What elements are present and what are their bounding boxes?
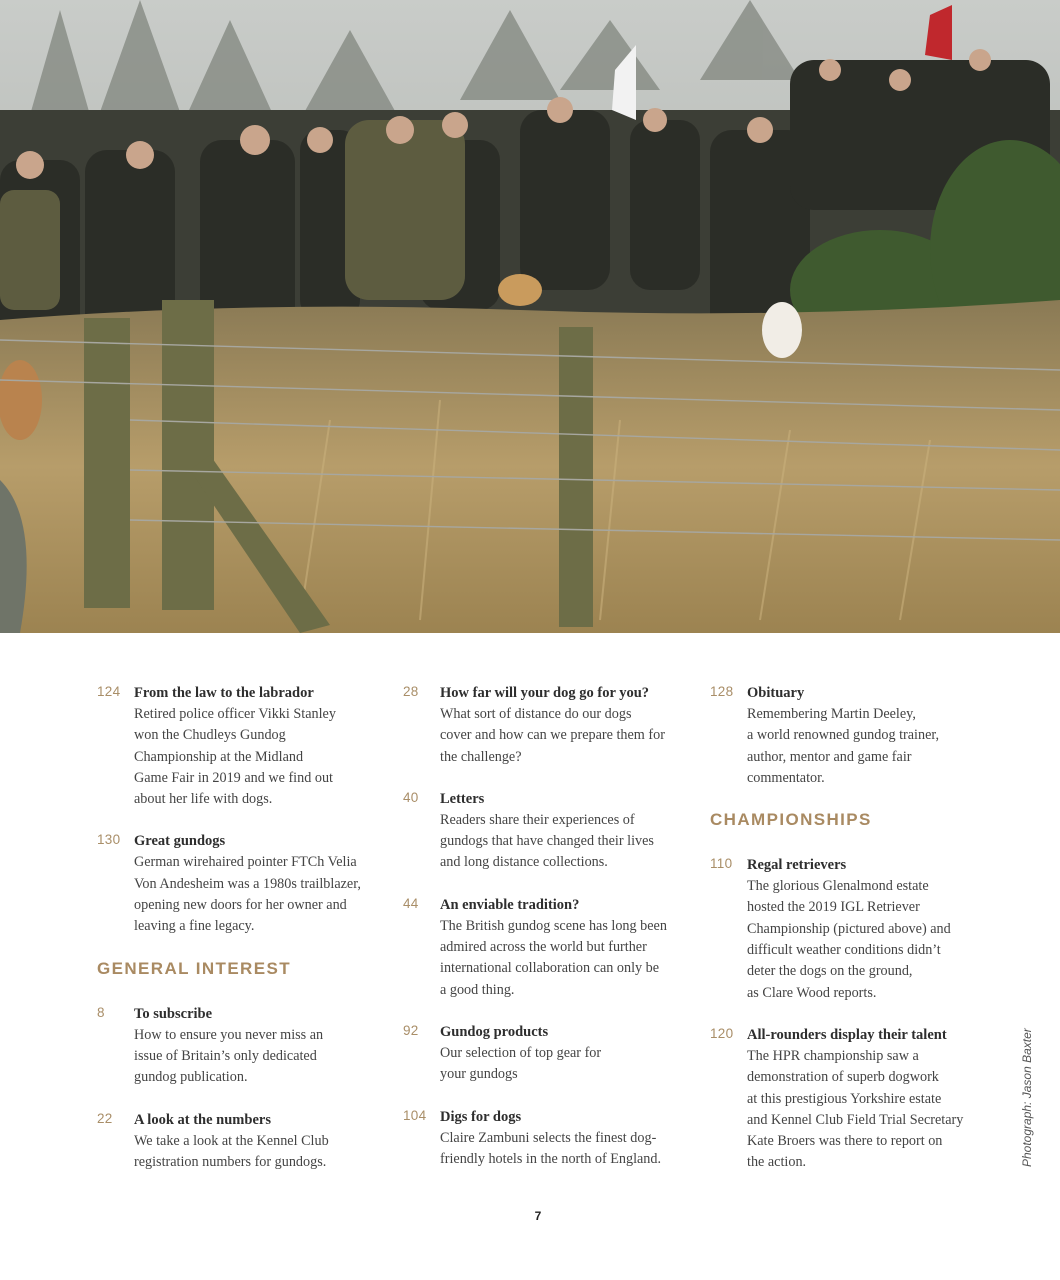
entry-description-line: difficult weather conditions didn’t — [747, 942, 941, 959]
contents-entry[interactable] — [710, 1025, 995, 1174]
page-ref-number: 28 — [403, 684, 419, 699]
entry-title: From the law to the labrador — [134, 685, 314, 701]
entry-description-line: a good thing. — [440, 981, 515, 998]
entry-title: All-rounders display their talent — [747, 1026, 947, 1043]
page-number: 7 — [534, 1209, 542, 1223]
hero-photo — [0, 0, 1060, 633]
entry-description-line: We take a look at the Kennel Club — [134, 1132, 329, 1149]
entry-description-line: friendly hotels in the north of England. — [440, 1150, 662, 1167]
entry-description-line: as Clare Wood reports. — [747, 984, 877, 1001]
contents-column-1 — [97, 683, 382, 1194]
entry-description-line: Readers share their experiences of — [440, 811, 635, 828]
page-ref-number: 92 — [403, 1022, 419, 1038]
entry-description-line: Championship at the Midland — [134, 748, 304, 765]
contents-entry[interactable] — [403, 1107, 688, 1171]
entry-description-line: leaving a fine legacy. — [134, 918, 255, 935]
contents-entry[interactable] — [710, 683, 995, 789]
entry-description-line: the challenge? — [440, 748, 522, 765]
entry-description-line: Remembering Martin Deeley, — [747, 706, 916, 722]
entry-description-line: and Kennel Club Field Trial Secretary — [747, 1111, 964, 1128]
section-heading: CHAMPIONSHIPS — [710, 810, 872, 830]
entry-description-line: admired across the world but further — [440, 939, 647, 956]
entry-title: Obituary — [747, 685, 805, 701]
contents-column-3 — [710, 683, 995, 1195]
page-ref-number: 110 — [710, 856, 733, 872]
page-ref-number: 128 — [710, 684, 734, 699]
entry-description-line: the action. — [747, 1154, 807, 1171]
entry-description-line: demonstration of superb dogwork — [747, 1069, 939, 1086]
entry-title: Letters — [440, 790, 485, 807]
entry-description-line: cover and how can we prepare them for — [440, 727, 665, 744]
entry-description-line: your gundogs — [440, 1066, 518, 1083]
contents-entry[interactable] — [403, 683, 688, 768]
entry-description-line: gundog publication. — [134, 1069, 248, 1086]
entry-title: To subscribe — [134, 1005, 213, 1022]
entry-description-line: opening new doors for her owner and — [134, 897, 347, 914]
entry-title: Gundog products — [440, 1023, 549, 1040]
entry-description-line: won the Chudleys Gundog — [134, 727, 286, 744]
entry-title: An enviable tradition? — [440, 896, 580, 913]
entry-description-line: at this prestigious Yorkshire estate — [747, 1090, 942, 1107]
page-ref-number: 22 — [97, 1110, 113, 1126]
section-heading: GENERAL INTEREST — [97, 958, 291, 978]
entry-title: Digs for dogs — [440, 1108, 522, 1125]
entry-description-line: and long distance collections. — [440, 854, 608, 871]
contents-entry[interactable] — [403, 1022, 688, 1086]
entry-description-line: Von Andesheim was a 1980s trailblazer, — [134, 875, 361, 892]
entry-description-line: Kate Broers was there to report on — [747, 1133, 943, 1150]
entry-description-line: hosted the 2019 IGL Retriever — [747, 899, 920, 916]
photo-credit: Photograph: Jason Baxter — [1020, 1028, 1034, 1167]
entry-description-line: deter the dogs on the ground, — [747, 963, 913, 980]
entry-description-line: How to ensure you never miss an — [134, 1026, 324, 1043]
contents-entry[interactable] — [710, 855, 995, 1004]
entry-description-line: Claire Zambuni selects the finest dog- — [440, 1129, 657, 1146]
page-ref-number: 40 — [403, 789, 419, 805]
entry-title: How far will your dog go for you? — [440, 685, 650, 701]
entry-description-line: about her life with dogs. — [134, 791, 273, 808]
page-ref-number: 120 — [710, 1025, 734, 1041]
entry-description-line: What sort of distance do our dogs — [440, 706, 632, 722]
entry-title: A look at the numbers — [134, 1111, 271, 1128]
entry-description-line: international collaboration can only be — [440, 960, 660, 977]
entry-description-line: Retired police officer Vikki Stanley — [134, 706, 336, 722]
entry-description-line: Championship (pictured above) and — [747, 920, 951, 937]
page-ref-number: 44 — [403, 895, 419, 911]
entry-description-line: The glorious Glenalmond estate — [747, 878, 929, 895]
contents-entry[interactable] — [97, 831, 382, 937]
contents-entry[interactable] — [97, 683, 382, 810]
entry-title: Regal retrievers — [747, 857, 847, 874]
entry-description-line: The British gundog scene has long been — [440, 917, 667, 934]
contents-entry[interactable] — [97, 1004, 382, 1089]
entry-description-line: gundogs that have changed their lives — [440, 833, 654, 850]
contents-entry[interactable] — [403, 789, 688, 874]
entry-description-line: a world renowned gundog trainer, — [747, 727, 940, 744]
entry-description-line: author, mentor and game fair — [747, 748, 912, 765]
entry-description-line: German wirehaired pointer FTCh Velia — [134, 854, 357, 871]
page-ref-number: 130 — [97, 832, 121, 848]
entry-description-line: Our selection of top gear for — [440, 1044, 602, 1061]
entry-title: Great gundogs — [134, 833, 226, 850]
page-ref-number: 124 — [97, 684, 121, 699]
contents-column-2 — [403, 683, 688, 1191]
entry-description-line: Game Fair in 2019 and we find out — [134, 769, 333, 786]
entry-description-line: issue of Britain’s only dedicated — [134, 1047, 317, 1064]
contents-entry[interactable] — [97, 1110, 382, 1174]
photo-crowd-moor-fence-icon — [0, 0, 1060, 633]
entry-description-line: The HPR championship saw a — [747, 1047, 919, 1064]
page-ref-number: 8 — [97, 1004, 105, 1020]
entry-description-line: commentator. — [747, 769, 825, 786]
contents-entry[interactable] — [403, 895, 688, 1001]
page-ref-number: 104 — [403, 1107, 427, 1123]
entry-description-line: registration numbers for gundogs. — [134, 1153, 327, 1170]
